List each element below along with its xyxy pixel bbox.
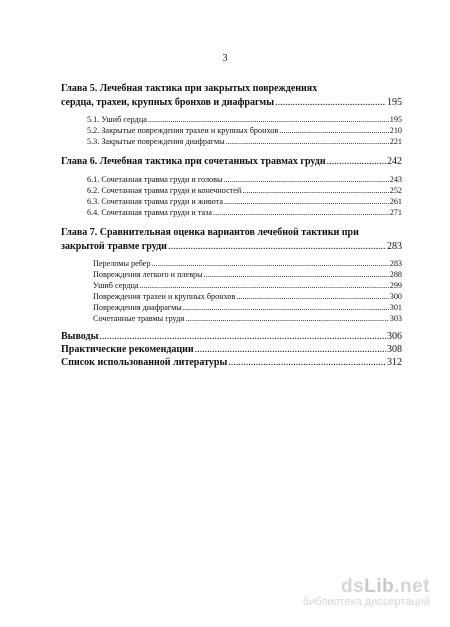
dot-leader	[148, 114, 389, 125]
toc-entry	[93, 313, 402, 324]
entry-page: 306	[387, 331, 402, 342]
chapter-7-entries	[93, 258, 402, 324]
dot-leader	[279, 125, 388, 136]
entry-page: 195	[389, 115, 402, 124]
entry-label: Список использованной литературы	[61, 357, 228, 368]
chapter-5-title-line1: Глава 5. Лечебная тактика при закрытых повреждениях	[61, 83, 318, 94]
chapter-7-title-line1: Глава 7. Сравнительная оценка вариантов лечебной тактики при	[61, 227, 359, 238]
chapter-5-page: 195	[387, 97, 402, 108]
watermark-subtitle: библиотека диссертаций	[302, 596, 430, 608]
entry-label: Ушиб сердца	[93, 281, 139, 290]
toc-entry	[93, 269, 402, 280]
entry-label: 5.2. Закрытые повреждения трахеи и крупных бронхов	[87, 126, 279, 135]
dot-leader	[195, 343, 386, 356]
chapter-6-title: Глава 6. Лечебная тактика при сочетанных травмах груди	[61, 156, 326, 167]
dot-leader	[152, 258, 389, 269]
toc-entry	[87, 114, 402, 125]
dot-leader	[224, 196, 389, 207]
entry-label: 6.4. Сочетанная травма груди и таза	[87, 208, 213, 217]
entry-label: Повреждения трахеи и крупных бронхов	[93, 292, 236, 301]
entry-label: 5.1. Ушиб сердца	[87, 115, 147, 124]
chapter-6-page: 242	[387, 156, 402, 167]
watermark-ds: ds	[341, 576, 365, 597]
entry-page: 210	[389, 126, 402, 135]
entry-label: Выводы	[61, 331, 99, 342]
entry-label: 6.1. Сочетанная травма груди и головы	[87, 175, 223, 184]
entry-page: 271	[389, 208, 402, 217]
entry-page: 308	[387, 344, 402, 355]
dot-leader	[242, 185, 388, 196]
chapter-6-entries	[87, 174, 402, 218]
entry-page: 303	[389, 314, 402, 323]
toc-chapter-5	[61, 82, 402, 110]
dot-leader	[228, 356, 386, 369]
toc-entry	[87, 196, 402, 207]
toc-chapter-6	[61, 155, 402, 169]
dot-leader	[213, 207, 389, 218]
entry-label: Практические рекомендации	[61, 344, 194, 355]
watermark	[303, 576, 430, 608]
chapter-5-entries	[87, 114, 402, 147]
dot-leader	[99, 330, 386, 343]
entry-page: 243	[389, 175, 402, 184]
toc-entry	[87, 207, 402, 218]
dot-leader	[275, 96, 386, 110]
toc-chapter-7	[61, 226, 402, 254]
toc-entry	[87, 136, 402, 147]
dot-leader	[168, 240, 386, 254]
toc-entry	[87, 185, 402, 196]
entry-label: 5.3. Закрытые повреждения диафрагмы	[87, 137, 225, 146]
entry-page: 261	[389, 197, 402, 206]
dot-leader	[224, 174, 389, 185]
entry-page: 252	[389, 186, 402, 195]
entry-label: 6.2. Сочетанная травма груди и конечностей	[87, 186, 242, 195]
chapter-7-title-line2: закрытой травме груди	[61, 241, 167, 252]
entry-page: 300	[389, 292, 402, 301]
entry-page: 288	[389, 270, 402, 279]
entry-page: 301	[389, 303, 402, 312]
dot-leader	[226, 136, 389, 147]
entry-label: 6.3. Сочетанная травма груди и живота	[87, 197, 223, 206]
toc-entry-conclusions	[61, 330, 402, 343]
dot-leader	[236, 291, 388, 302]
dot-leader	[186, 313, 389, 324]
toc-entry	[93, 280, 402, 291]
entry-page: 283	[389, 259, 402, 268]
dot-leader	[183, 302, 389, 313]
toc-entry	[93, 258, 402, 269]
entry-label: Переломы ребер	[93, 259, 151, 268]
toc-entry	[87, 174, 402, 185]
chapter-5-title-line2: сердца, трахеи, крупных бронхов и диафрагмы	[61, 97, 275, 108]
toc-entry-recommendations	[61, 343, 402, 356]
page-number: 3	[222, 53, 228, 64]
dot-leader	[140, 280, 389, 291]
watermark-net: .net	[394, 576, 430, 597]
dot-leader	[327, 155, 386, 169]
entry-page: 312	[387, 357, 402, 368]
toc-entry-references	[61, 356, 402, 369]
chapter-7-page: 283	[387, 241, 402, 252]
watermark-lib: Lib	[364, 576, 395, 597]
toc-final-sections	[61, 330, 402, 369]
entry-page: 299	[389, 281, 402, 290]
toc-entry	[93, 291, 402, 302]
watermark-logo	[303, 576, 430, 598]
entry-label: Сочетанные травмы груди	[93, 314, 185, 323]
entry-page: 221	[389, 137, 402, 146]
toc-entry	[93, 302, 402, 313]
entry-label: Повреждения диафрагмы	[93, 303, 182, 312]
toc-entry	[87, 125, 402, 136]
dot-leader	[204, 269, 389, 280]
entry-label: Повреждения легкого и плевры	[93, 270, 203, 279]
